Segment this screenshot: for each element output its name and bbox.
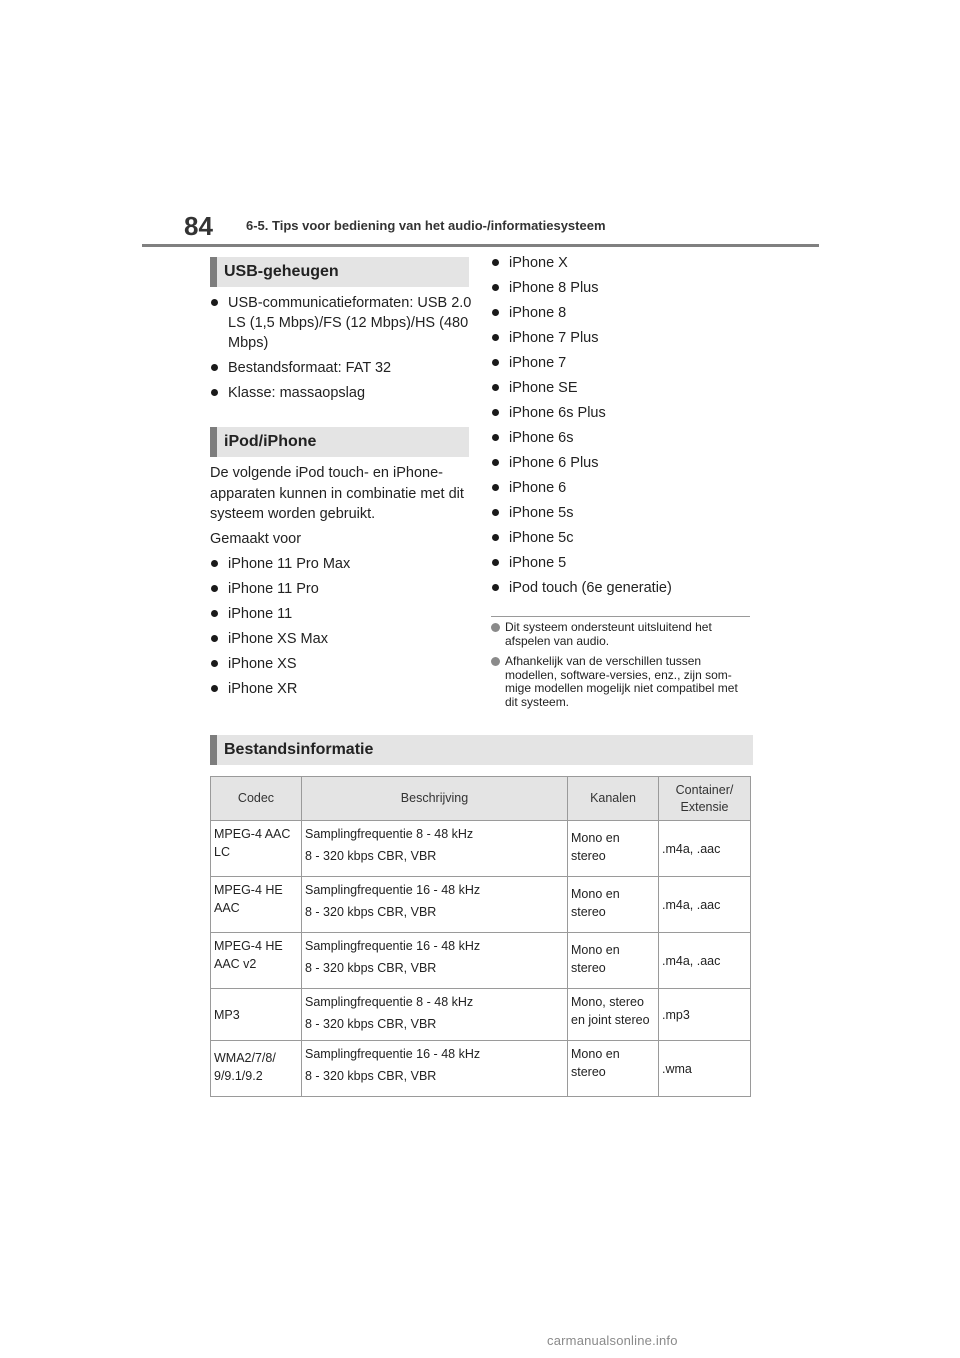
cell-extension: .m4a, .aac [659,821,751,877]
cell-description: Samplingfrequentie 8 - 48 kHz 8 - 320 kbps CBR, VBR [302,821,568,877]
watermark: carmanualsonline.info [547,1333,678,1348]
note-bullet-icon [491,657,500,666]
ipod-intro: De volgende iPod touch- en iPhone-apparaten kunnen in combinatie met dit systeem worden gebruikt. [210,465,464,522]
list-item: iPhone SE [491,378,753,398]
bullet-icon [492,509,499,516]
header-rule [142,244,819,247]
list-item: iPhone XS Max [210,629,472,649]
bullet-icon [492,359,499,366]
bullet-icon [492,284,499,291]
cell-extension: .m4a, .aac [659,877,751,933]
bullet-icon [492,334,499,341]
list-item: iPhone 5 [491,553,753,573]
bullet-icon [211,364,218,371]
device-list-left [210,554,472,704]
chapter-title: 6-5. Tips voor bediening van het audio-/informatiesysteem [246,218,606,233]
bullet-icon [492,559,499,566]
list-item: iPhone 6 Plus [491,453,753,473]
list-item: Bestandsformaat: FAT 32 [210,358,472,378]
list-item: iPhone XS [210,654,472,674]
bullet-icon [492,259,499,266]
note-item: Dit systeem ondersteunt uitsluitend het afspelen van audio. [491,621,753,648]
bullet-icon [492,534,499,541]
bullet-icon [211,635,218,642]
list-item: Klasse: massaopslag [210,383,472,403]
list-item: USB-communicatieformaten: USB 2.0 LS (1,5 Mbps)/FS (12 Mbps)/HS (480 Mbps) [210,293,472,353]
column-header-channels: Kanalen [568,777,659,821]
made-for-label: Gemaakt voor [210,531,302,547]
bullet-icon [211,610,218,617]
cell-codec: MP3 [211,989,302,1041]
bullet-icon [492,309,499,316]
cell-channels: Mono en stereo [568,933,659,989]
bullet-icon [492,409,499,416]
list-item: iPhone 8 [491,303,753,323]
bullet-icon [211,299,218,306]
cell-codec: MPEG-4 HE AAC [211,877,302,933]
cell-channels: Mono en stereo [568,821,659,877]
usb-list [210,293,472,408]
list-item: iPhone 7 Plus [491,328,753,348]
note-bullet-icon [491,623,500,632]
device-list-right [491,253,753,603]
cell-codec: MPEG-4 HE AAC v2 [211,933,302,989]
list-item: iPhone 6s Plus [491,403,753,423]
table-header-row [211,777,751,821]
list-item: iPhone 5s [491,503,753,523]
list-item: iPod touch (6e generatie) [491,578,753,598]
table-row [211,933,751,989]
column-header-codec: Codec [211,777,302,821]
list-item: iPhone 11 [210,604,472,624]
list-item: iPhone 8 Plus [491,278,753,298]
cell-description: Samplingfrequentie 8 - 48 kHz 8 - 320 kbps CBR, VBR [302,989,568,1041]
list-item: iPhone 6 [491,478,753,498]
list-item: iPhone 11 Pro [210,579,472,599]
list-item: iPhone 11 Pro Max [210,554,472,574]
table-row [211,1041,751,1097]
cell-channels: Mono en stereo [568,1041,659,1097]
cell-description: Samplingfrequentie 16 - 48 kHz 8 - 320 kbps CBR, VBR [302,933,568,989]
table-row [211,989,751,1041]
cell-extension: .wma [659,1041,751,1097]
column-header-description: Beschrijving [302,777,568,821]
column-header-extension: Container/ Extensie [659,777,751,821]
cell-codec: WMA2/7/8/ 9/9.1/9.2 [211,1041,302,1097]
section-heading-files: Bestandsinformatie [210,735,753,765]
cell-channels: Mono, stereo en joint stereo [568,989,659,1041]
page-number: 84 [184,211,213,241]
cell-description: Samplingfrequentie 16 - 48 kHz 8 - 320 kbps CBR, VBR [302,1041,568,1097]
notes-divider [491,616,750,617]
list-item: iPhone 5c [491,528,753,548]
bullet-icon [211,685,218,692]
bullet-icon [211,389,218,396]
note-item: Afhankelijk van de verschillen tussen modellen, software-versies, enz., zijn som-mige modellen mogelijk niet compatibel met dit systeem. [491,655,753,709]
list-item: iPhone X [491,253,753,273]
bullet-icon [492,584,499,591]
notes-list [491,621,753,716]
cell-description: Samplingfrequentie 16 - 48 kHz 8 - 320 kbps CBR, VBR [302,877,568,933]
file-info-table [210,776,751,1097]
bullet-icon [492,384,499,391]
cell-channels: Mono en stereo [568,877,659,933]
cell-codec: MPEG-4 AAC LC [211,821,302,877]
cell-extension: .m4a, .aac [659,933,751,989]
section-heading-usb: USB-geheugen [210,257,469,287]
list-item: iPhone 7 [491,353,753,373]
bullet-icon [492,434,499,441]
table-row [211,877,751,933]
section-heading-ipod: iPod/iPhone [210,427,469,457]
bullet-icon [211,560,218,567]
bullet-icon [492,459,499,466]
bullet-icon [211,585,218,592]
list-item: iPhone XR [210,679,472,699]
list-item: iPhone 6s [491,428,753,448]
bullet-icon [211,660,218,667]
table-row [211,821,751,877]
cell-extension: .mp3 [659,989,751,1041]
bullet-icon [492,484,499,491]
